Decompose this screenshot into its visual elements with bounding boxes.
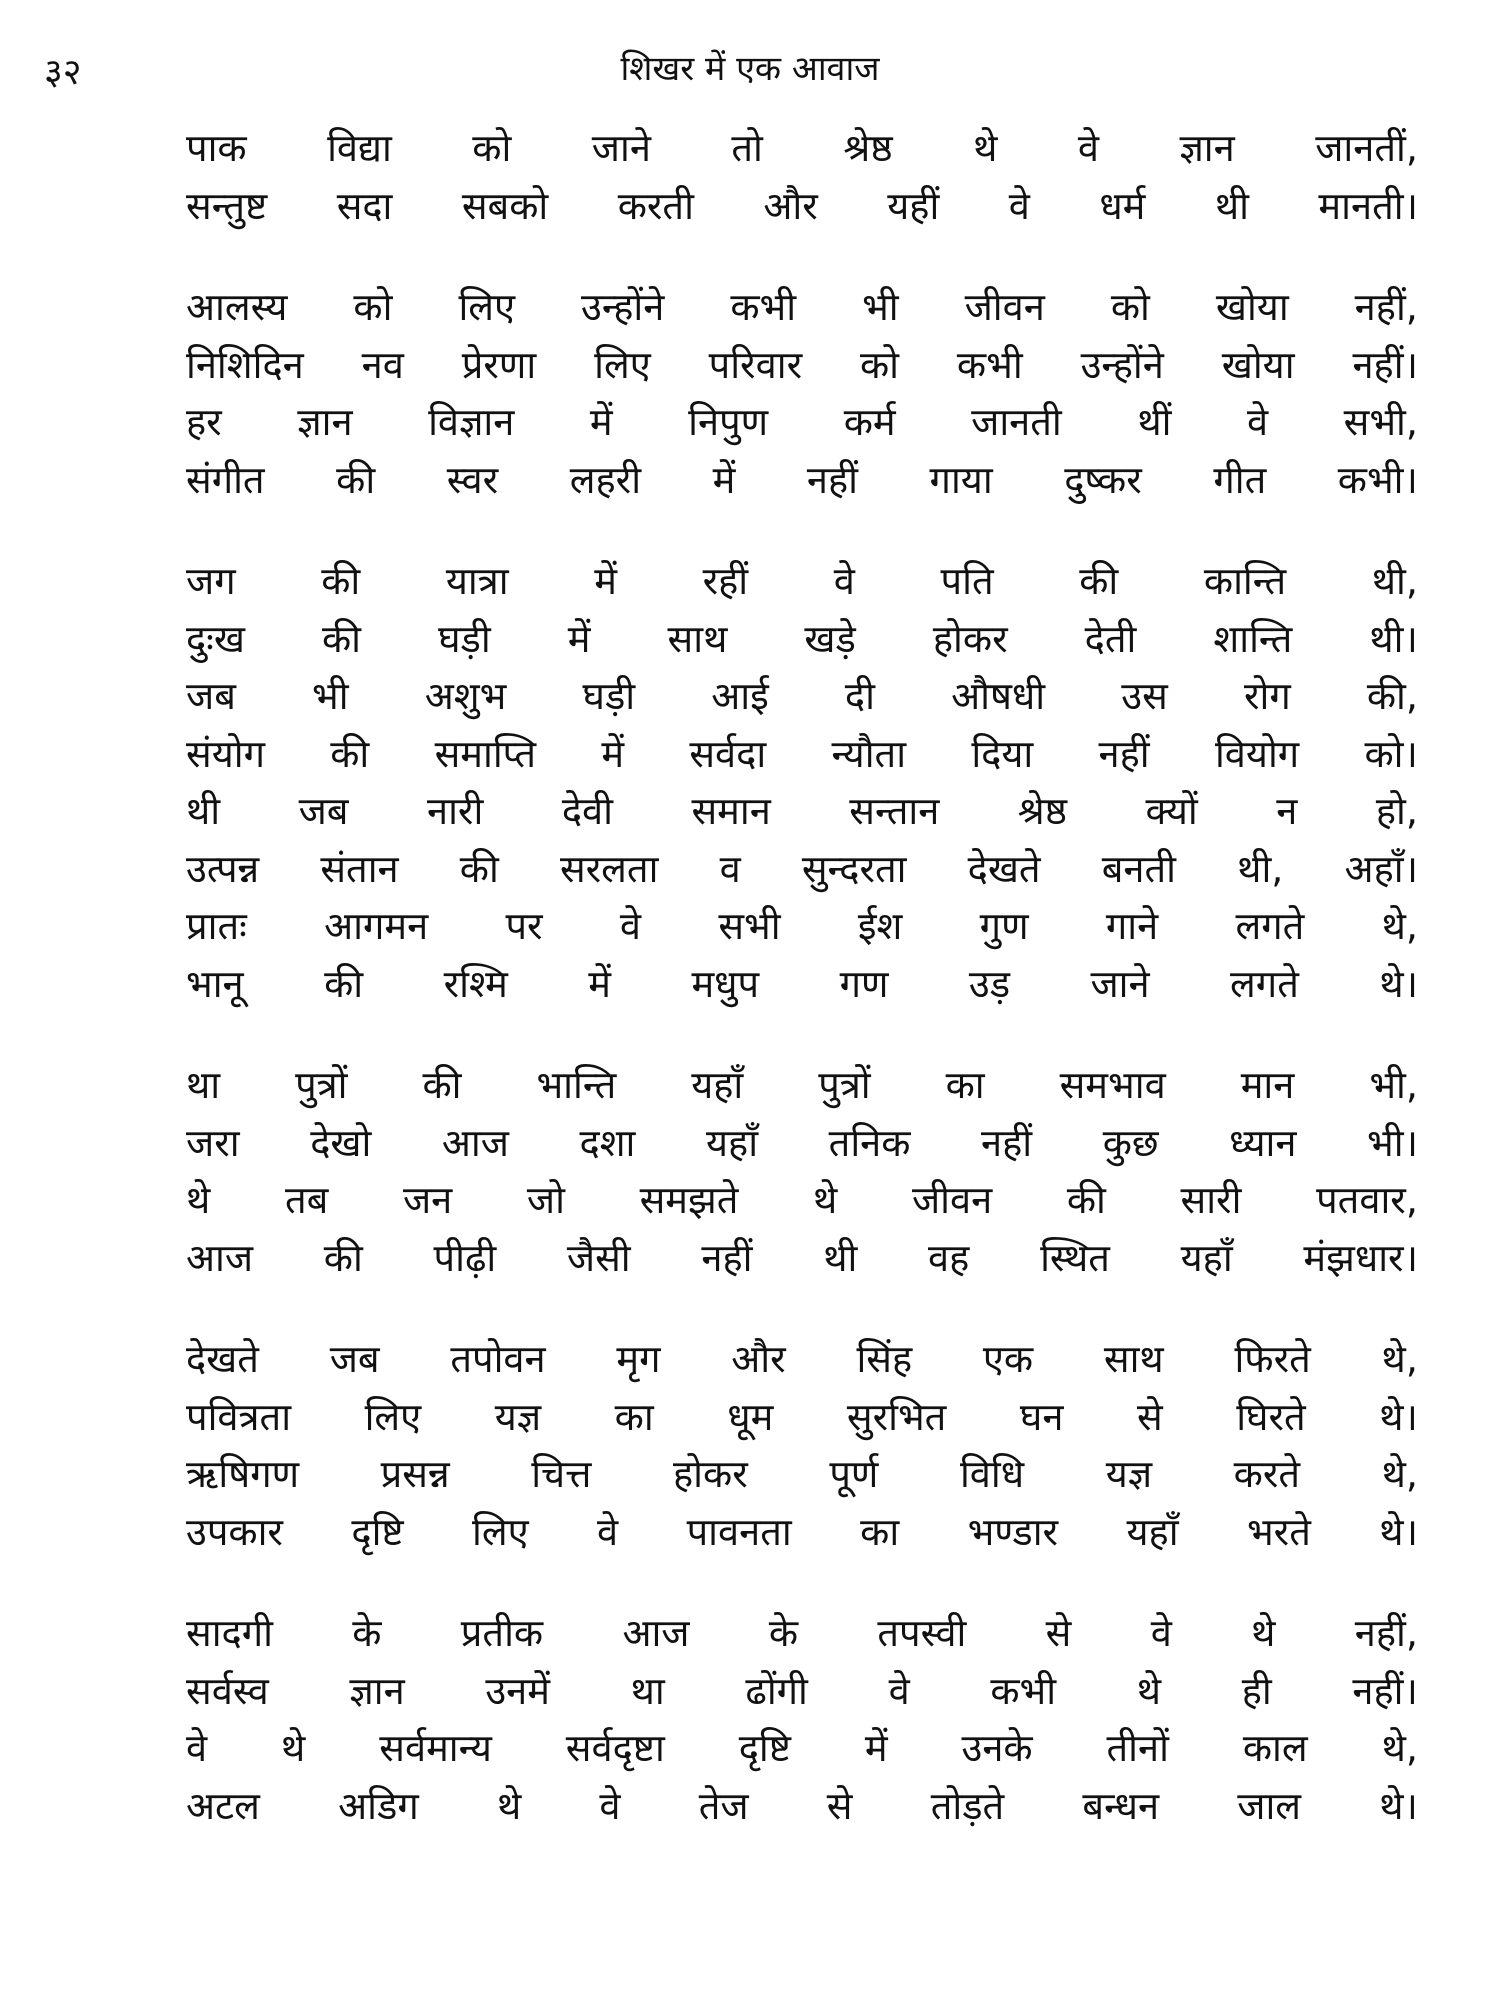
poem-word: थीं bbox=[1137, 400, 1172, 444]
poem-word: परिवार bbox=[708, 342, 803, 387]
poem-word: जाने bbox=[591, 126, 651, 170]
poem-word: दी bbox=[844, 674, 875, 718]
poem-line bbox=[186, 1172, 1418, 1230]
poem-word: उड़ bbox=[968, 961, 1011, 1006]
poem-word: यहाँ bbox=[1126, 1509, 1179, 1554]
poem-line bbox=[186, 1389, 1418, 1447]
stanza bbox=[186, 553, 1418, 1013]
poem-word: प्रसन्न bbox=[380, 1452, 450, 1496]
poem-word: सुरभित bbox=[846, 1394, 947, 1439]
poem-word: नहीं bbox=[1098, 731, 1150, 776]
poem-word: देखते bbox=[186, 1337, 259, 1381]
poem-word: सुन्दरता bbox=[801, 846, 907, 891]
poem-word: वे bbox=[833, 559, 855, 603]
poem-word: अटल bbox=[186, 1783, 260, 1828]
poem-word: तपस्वी bbox=[877, 1611, 967, 1655]
poem-word: मानती। bbox=[1318, 183, 1418, 228]
poem-word: जब bbox=[186, 674, 236, 718]
poem-word: उस bbox=[1121, 674, 1168, 718]
poem-word: तेज bbox=[698, 1783, 749, 1828]
poem-word: वे bbox=[1150, 1611, 1172, 1655]
poem-word: समभाव bbox=[1059, 1063, 1166, 1107]
poem-word: आज bbox=[622, 1611, 690, 1655]
poem-word: थे bbox=[281, 1726, 306, 1770]
poem-word: जैसी bbox=[566, 1235, 631, 1280]
poem-word: लिए bbox=[364, 1394, 422, 1439]
poem-word: जग bbox=[186, 559, 236, 603]
poem-line bbox=[186, 898, 1418, 956]
poem-word: वे bbox=[619, 904, 642, 948]
stanza bbox=[186, 1057, 1418, 1287]
poem-word: पति bbox=[940, 559, 994, 603]
poem-word: स्वर bbox=[446, 457, 499, 502]
poem-word: लिए bbox=[458, 285, 516, 329]
poem-word: तनिक bbox=[828, 1120, 911, 1165]
poem-word: कान्ति bbox=[1203, 559, 1287, 603]
poem-line bbox=[186, 956, 1418, 1014]
poem-word: क्यों bbox=[1145, 789, 1198, 833]
poem-word: भी bbox=[862, 285, 899, 329]
poem-word: थे bbox=[1136, 1668, 1162, 1713]
poem-word: मंझधार। bbox=[1303, 1235, 1418, 1280]
poem-word: का bbox=[945, 1063, 985, 1107]
poem-word: संयोग bbox=[186, 731, 265, 776]
poem-word: प्रातः bbox=[186, 904, 247, 948]
poem-word: गण bbox=[839, 961, 889, 1006]
poem-line bbox=[186, 1720, 1418, 1778]
poem-word: सर्वदा bbox=[689, 731, 767, 776]
stanza bbox=[186, 279, 1418, 509]
poem-word: सारी bbox=[1180, 1178, 1242, 1222]
poem-word: में bbox=[601, 731, 625, 776]
poem-word: आज bbox=[186, 1235, 254, 1280]
poem-word: करते bbox=[1233, 1452, 1301, 1496]
poem-word: की bbox=[422, 1063, 462, 1107]
poem-word: रहीं bbox=[702, 559, 749, 603]
poem-word: से bbox=[1045, 1611, 1072, 1655]
poem-word: जीवन bbox=[911, 1178, 993, 1222]
poem-word: हो, bbox=[1375, 789, 1418, 833]
poem-line bbox=[186, 668, 1418, 726]
poem-word: जरा bbox=[186, 1120, 240, 1165]
poem-word: थे bbox=[973, 126, 998, 170]
poem-word: सर्वस्व bbox=[186, 1668, 269, 1713]
poem-word: थी। bbox=[1369, 616, 1418, 661]
poem-word: दृष्टि bbox=[738, 1726, 791, 1770]
poem-word: सबको bbox=[461, 183, 549, 228]
poem-word: खोया bbox=[1221, 342, 1295, 387]
poem-word: में bbox=[712, 457, 736, 502]
poem-word: थे। bbox=[1379, 1783, 1418, 1828]
poem-word: जीवन bbox=[964, 285, 1045, 329]
poem-line bbox=[186, 1057, 1418, 1115]
poem-word: तपोवन bbox=[450, 1337, 546, 1381]
poem-word: घिरते bbox=[1236, 1394, 1306, 1439]
poem-word: गीत bbox=[1213, 457, 1267, 502]
poem-word: नहीं, bbox=[1354, 285, 1418, 329]
poem-word: यहाँ bbox=[706, 1120, 759, 1165]
poem-word: उन्होंने bbox=[581, 285, 665, 329]
stanza bbox=[186, 1605, 1418, 1835]
poem-word: ज्ञान bbox=[349, 1668, 405, 1713]
poem-word: कभी। bbox=[1337, 457, 1418, 502]
poem-word: खोया bbox=[1215, 285, 1289, 329]
poem-word: यात्रा bbox=[445, 559, 509, 603]
poem-word: वे bbox=[186, 1726, 208, 1770]
poem-word: थे, bbox=[1381, 1726, 1418, 1770]
poem-word: दुष्कर bbox=[1064, 457, 1142, 502]
poem-word: रश्मि bbox=[443, 961, 508, 1006]
poem-word: वे bbox=[599, 1783, 621, 1828]
poem-word: न्यौता bbox=[831, 731, 907, 776]
poem-word: भण्डार bbox=[967, 1509, 1059, 1554]
poem-word: विद्या bbox=[327, 126, 392, 170]
poem-word: वे bbox=[1008, 183, 1030, 228]
stanza bbox=[186, 1331, 1418, 1561]
poem-word: में bbox=[567, 616, 591, 661]
poem-word: की, bbox=[1366, 674, 1418, 718]
poem-word: न bbox=[1276, 789, 1298, 833]
poem-word: देखो bbox=[310, 1120, 372, 1165]
poem-word: होकर bbox=[932, 616, 1008, 661]
poem-word: औषधी bbox=[951, 674, 1046, 718]
poem-word: धूम bbox=[727, 1394, 774, 1439]
poem-word: थे, bbox=[1381, 1337, 1418, 1381]
poem-word: पुत्रों bbox=[295, 1063, 348, 1107]
poem-word: देती bbox=[1084, 616, 1137, 661]
poem-word: ज्ञान bbox=[297, 400, 353, 444]
poem-word: था bbox=[186, 1063, 221, 1107]
poem-word: काल bbox=[1242, 1726, 1308, 1770]
poem-word: समान bbox=[691, 789, 771, 833]
poem-word: पीढ़ी bbox=[433, 1235, 497, 1280]
poem-word: में bbox=[588, 961, 611, 1006]
poem-word: घड़ी bbox=[582, 674, 636, 718]
poem-word: के bbox=[768, 1611, 798, 1655]
poem-word: आलस्य bbox=[186, 285, 288, 329]
poem-word: वे bbox=[1077, 126, 1099, 170]
poem-word: यज्ञ bbox=[494, 1394, 542, 1439]
poem-word: पतवार, bbox=[1316, 1178, 1418, 1222]
poem-word: विज्ञान bbox=[428, 400, 515, 444]
page-number: ३२ bbox=[44, 52, 82, 93]
poem-word: ही bbox=[1241, 1668, 1272, 1713]
poem-word: दिया bbox=[971, 731, 1034, 776]
poem-word: सर्वदृष्टा bbox=[565, 1726, 665, 1770]
poem-line bbox=[186, 1504, 1418, 1562]
poem-word: संगीत bbox=[186, 457, 265, 502]
poem-word: पूर्ण bbox=[829, 1452, 879, 1496]
poem-word: संतान bbox=[320, 846, 399, 891]
poem-word: सभी, bbox=[1343, 400, 1418, 444]
poem-word: थी bbox=[1214, 183, 1249, 228]
poem-word: थी, bbox=[1371, 559, 1418, 603]
poem-word: नहीं bbox=[981, 1120, 1033, 1165]
poem-word: शान्ति bbox=[1213, 616, 1293, 661]
poem-word: थे। bbox=[1379, 961, 1418, 1006]
poem-word: जब bbox=[298, 789, 349, 833]
poem-word: दृष्टि bbox=[351, 1509, 404, 1554]
poem-word: सर्वमान्य bbox=[379, 1726, 492, 1770]
poem-word: पुत्रों bbox=[818, 1063, 871, 1107]
poem-word: कभी bbox=[990, 1668, 1057, 1713]
poem-word: से bbox=[1136, 1394, 1163, 1439]
poem-line bbox=[186, 178, 1418, 236]
poem-word: जानतीं, bbox=[1315, 126, 1418, 170]
poem-line bbox=[186, 1115, 1418, 1173]
poem-word: जब bbox=[329, 1337, 380, 1381]
poem-word: थे bbox=[186, 1178, 211, 1222]
poem-word: होकर bbox=[673, 1452, 748, 1496]
poem-word: जानती bbox=[971, 400, 1062, 444]
poem-word: व bbox=[719, 846, 741, 891]
poem-word: खड़े bbox=[804, 616, 856, 661]
poem-word: लिए bbox=[472, 1509, 529, 1554]
poem-word: भी bbox=[312, 674, 349, 718]
poem-line bbox=[186, 452, 1418, 510]
poem-line bbox=[186, 279, 1418, 337]
poem-word: की bbox=[459, 846, 499, 891]
poem-word: घड़ी bbox=[438, 616, 491, 661]
poem-word: सादगी bbox=[186, 1611, 273, 1655]
poem-word: ध्यान bbox=[1229, 1120, 1297, 1165]
poem-word: धर्म bbox=[1099, 183, 1146, 228]
poem-word: बनती bbox=[1101, 846, 1177, 891]
poem-word: की bbox=[1066, 1178, 1106, 1222]
poem-word: गाया bbox=[929, 457, 993, 502]
poem-word: कर्म bbox=[843, 400, 896, 444]
poem-word: अहाँ। bbox=[1344, 846, 1418, 891]
poem-line bbox=[186, 783, 1418, 841]
poem-word: थे bbox=[813, 1178, 838, 1222]
poem-word: सदा bbox=[336, 183, 393, 228]
poem-word: को bbox=[472, 126, 512, 170]
poem-word: मान bbox=[1240, 1063, 1295, 1107]
poem-body bbox=[186, 120, 1418, 1879]
poem-word: थे। bbox=[1379, 1394, 1418, 1439]
poem-word: भानू bbox=[186, 961, 244, 1006]
poem-word: सन्तुष्ट bbox=[186, 183, 268, 228]
poem-line bbox=[186, 1446, 1418, 1504]
poem-word: की bbox=[336, 457, 376, 502]
poem-word: जन bbox=[402, 1178, 453, 1222]
poem-word: देवी bbox=[561, 789, 613, 833]
poem-word: थे, bbox=[1381, 1452, 1418, 1496]
poem-word: पाक bbox=[186, 126, 247, 170]
poem-word: पवित्रता bbox=[186, 1394, 292, 1439]
poem-word: समाप्ति bbox=[434, 731, 537, 776]
poem-word: श्रेष्ठ bbox=[843, 126, 893, 170]
poem-word: की bbox=[321, 559, 361, 603]
poem-word: वे bbox=[888, 1668, 910, 1713]
poem-word: थे, bbox=[1381, 904, 1418, 948]
poem-line bbox=[186, 553, 1418, 611]
poem-word: उपकार bbox=[186, 1509, 283, 1554]
poem-word: साथ bbox=[667, 616, 728, 661]
poem-word: यहाँ bbox=[691, 1063, 744, 1107]
poem-word: निशिदिन bbox=[186, 342, 304, 387]
poem-word: जाने bbox=[1090, 961, 1150, 1006]
poem-word: प्रेरणा bbox=[461, 342, 537, 387]
poem-word: उनके bbox=[961, 1726, 1033, 1770]
poem-word: नहीं। bbox=[1352, 1668, 1418, 1713]
poem-word: तब bbox=[284, 1178, 329, 1222]
poem-word: लिए bbox=[594, 342, 651, 387]
running-head: शिखर में एक आवाज bbox=[620, 49, 880, 89]
poem-word: सभी bbox=[718, 904, 781, 948]
poem-word: कभी bbox=[730, 285, 797, 329]
poem-word: ज्ञान bbox=[1179, 126, 1235, 170]
poem-word: थी bbox=[186, 789, 221, 833]
poem-word: विधि bbox=[959, 1452, 1025, 1496]
poem-word: को bbox=[353, 285, 393, 329]
poem-word: आज bbox=[441, 1120, 509, 1165]
poem-word: प्रतीक bbox=[460, 1611, 544, 1655]
poem-line bbox=[186, 1778, 1418, 1836]
poem-word: कुछ bbox=[1102, 1120, 1159, 1165]
poem-line bbox=[186, 1331, 1418, 1389]
poem-word: पर bbox=[505, 904, 543, 948]
poem-word: कभी bbox=[956, 342, 1023, 387]
stanza bbox=[186, 120, 1418, 235]
poem-word: सिंह bbox=[856, 1337, 913, 1381]
poem-word: को bbox=[860, 342, 900, 387]
poem-word: गाने bbox=[1105, 904, 1159, 948]
poem-word: दशा bbox=[579, 1120, 636, 1165]
poem-word: थे bbox=[1251, 1611, 1276, 1655]
poem-word: लगते bbox=[1230, 961, 1299, 1006]
poem-word: देखते bbox=[967, 846, 1041, 891]
poem-word: सरलता bbox=[559, 846, 659, 891]
poem-word: की bbox=[330, 731, 370, 776]
poem-word: से bbox=[826, 1783, 853, 1828]
poem-line bbox=[186, 726, 1418, 784]
poem-word: वे bbox=[597, 1509, 619, 1554]
poem-word: थे bbox=[496, 1783, 522, 1828]
poem-word: हर bbox=[186, 400, 222, 444]
poem-word: यहीं bbox=[887, 183, 940, 228]
poem-word: निपुण bbox=[688, 400, 769, 444]
poem-word: जो bbox=[526, 1178, 565, 1222]
poem-word: का bbox=[614, 1394, 654, 1439]
poem-word: बन्धन bbox=[1082, 1783, 1160, 1828]
poem-word: नहीं bbox=[701, 1235, 753, 1280]
poem-word: करती bbox=[617, 183, 694, 228]
poem-word: में bbox=[589, 400, 613, 444]
poem-word: पावनता bbox=[686, 1509, 792, 1554]
poem-word: को। bbox=[1364, 731, 1418, 776]
poem-line bbox=[186, 1605, 1418, 1663]
poem-word: उन्होंने bbox=[1080, 342, 1164, 387]
poem-word: आगमन bbox=[324, 904, 429, 948]
poem-word: की bbox=[323, 1235, 363, 1280]
poem-word: की bbox=[1079, 559, 1119, 603]
poem-word: भान्ति bbox=[536, 1063, 617, 1107]
poem-word: गुण bbox=[979, 904, 1029, 948]
poem-word: आई bbox=[711, 674, 769, 718]
poem-word: अशुभ bbox=[424, 674, 507, 718]
poem-word: फिरते bbox=[1234, 1337, 1311, 1381]
poem-line bbox=[186, 337, 1418, 395]
poem-word: भरते bbox=[1246, 1509, 1311, 1554]
poem-word: नहीं, bbox=[1354, 1611, 1418, 1655]
poem-word: लहरी bbox=[569, 457, 642, 502]
poem-word: का bbox=[860, 1509, 900, 1554]
poem-word: मृग bbox=[616, 1337, 661, 1381]
poem-word: को bbox=[1110, 285, 1150, 329]
poem-word: अडिग bbox=[338, 1783, 419, 1828]
poem-word: की bbox=[324, 961, 364, 1006]
poem-word: सन्तान bbox=[849, 789, 940, 833]
poem-word: एक bbox=[982, 1337, 1034, 1381]
poem-word: रोग bbox=[1243, 674, 1291, 718]
poem-word: नव bbox=[361, 342, 404, 387]
poem-word: यज्ञ bbox=[1105, 1452, 1153, 1496]
poem-word: वे bbox=[1246, 400, 1269, 444]
poem-word: में bbox=[594, 559, 617, 603]
poem-word: नहीं bbox=[806, 457, 858, 502]
poem-word: नहीं। bbox=[1352, 342, 1418, 387]
poem-word: ऋषिगण bbox=[186, 1452, 300, 1496]
poem-word: चित्त bbox=[531, 1452, 592, 1496]
poem-word: उनमें bbox=[485, 1668, 550, 1713]
poem-word: भी, bbox=[1369, 1063, 1418, 1107]
poem-word: दुःख bbox=[186, 616, 245, 661]
poem-word: समझते bbox=[639, 1178, 739, 1222]
poem-line bbox=[186, 394, 1418, 452]
poem-word: उत्पन्न bbox=[186, 846, 260, 891]
poem-line bbox=[186, 1663, 1418, 1721]
poem-line bbox=[186, 841, 1418, 899]
poem-word: वियोग bbox=[1214, 731, 1300, 776]
poem-word: थे। bbox=[1379, 1509, 1418, 1554]
poem-word: और bbox=[763, 183, 818, 228]
poem-word: स्थित bbox=[1040, 1235, 1110, 1280]
poem-word: और bbox=[731, 1337, 786, 1381]
poem-word: घन bbox=[1019, 1394, 1064, 1439]
poem-word: तोड़ते bbox=[930, 1783, 1005, 1828]
poem-word: भी। bbox=[1367, 1120, 1418, 1165]
poem-word: मधुप bbox=[691, 961, 760, 1006]
poem-word: की bbox=[322, 616, 362, 661]
poem-word: ईश bbox=[857, 904, 903, 948]
poem-word: वह bbox=[928, 1235, 970, 1280]
poem-word: तो bbox=[731, 126, 763, 170]
poem-word: यहाँ bbox=[1180, 1235, 1233, 1280]
poem-word: में bbox=[864, 1726, 888, 1770]
poem-line bbox=[186, 1230, 1418, 1288]
poem-word: ढोंगी bbox=[745, 1668, 808, 1713]
poem-word: साथ bbox=[1103, 1337, 1164, 1381]
poem-word: जाल bbox=[1237, 1783, 1302, 1828]
poem-line bbox=[186, 611, 1418, 669]
poem-word: नारी bbox=[427, 789, 484, 833]
poem-line bbox=[186, 120, 1418, 178]
poem-word: तीनों bbox=[1106, 1726, 1169, 1770]
poem-word: श्रेष्ठ bbox=[1017, 789, 1068, 833]
poem-word: लगते bbox=[1235, 904, 1305, 948]
poem-word: थी bbox=[823, 1235, 858, 1280]
poem-word: के bbox=[352, 1611, 382, 1655]
poem-word: था bbox=[630, 1668, 665, 1713]
poem-word: थी, bbox=[1237, 846, 1284, 891]
